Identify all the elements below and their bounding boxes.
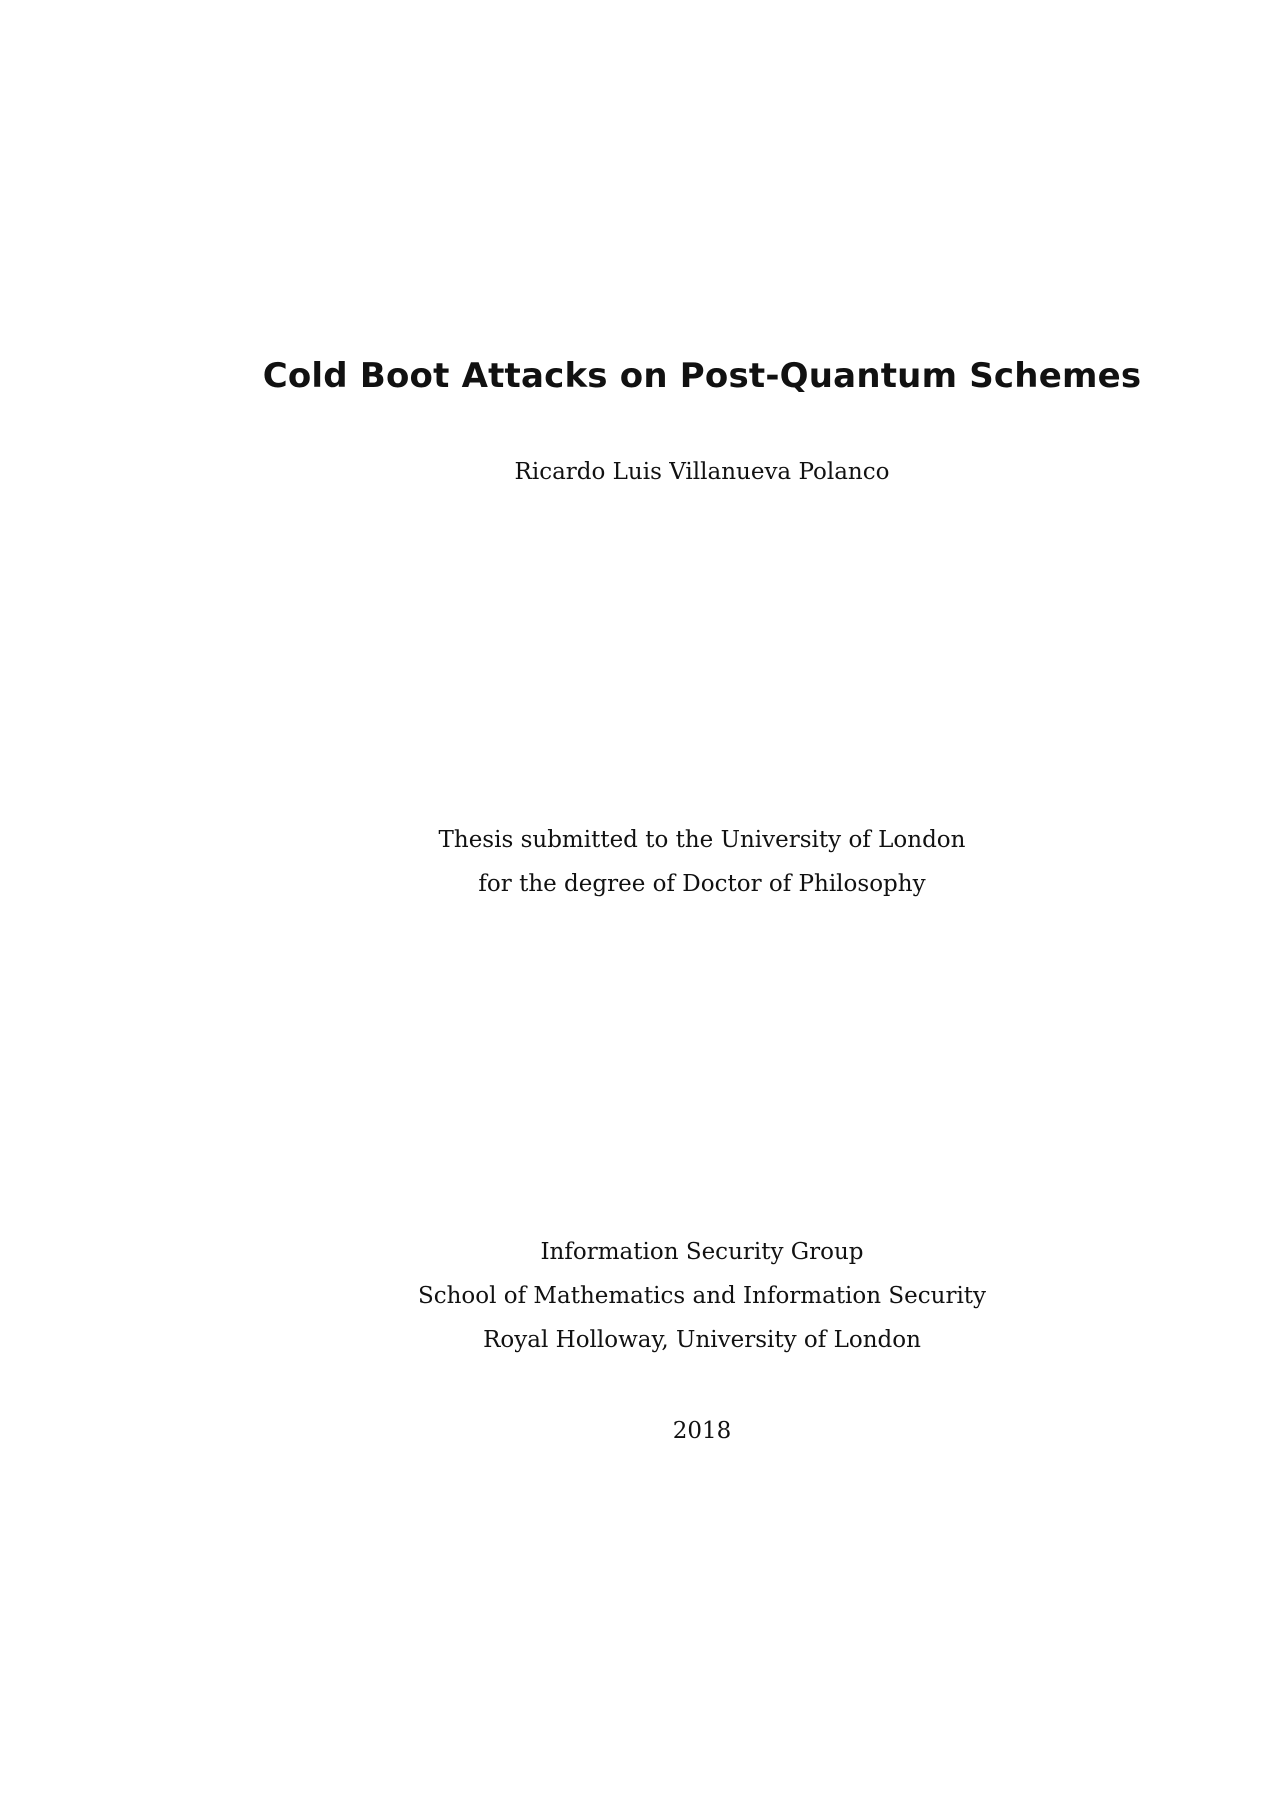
submission-statement-line-2: for the degree of Doctor of Philosophy — [478, 871, 926, 897]
university-name: Royal Holloway, University of London — [483, 1327, 921, 1353]
research-group: Information Security Group — [540, 1239, 864, 1265]
school-name: School of Mathematics and Information Security — [417, 1283, 987, 1309]
submission-statement-line-1: Thesis submitted to the University of London — [438, 827, 966, 853]
thesis-title: Cold Boot Attacks on Post-Quantum Schemes — [262, 356, 1142, 396]
submission-year: 2018 — [672, 1418, 732, 1444]
author-name: Ricardo Luis Villanueva Polanco — [514, 459, 890, 485]
